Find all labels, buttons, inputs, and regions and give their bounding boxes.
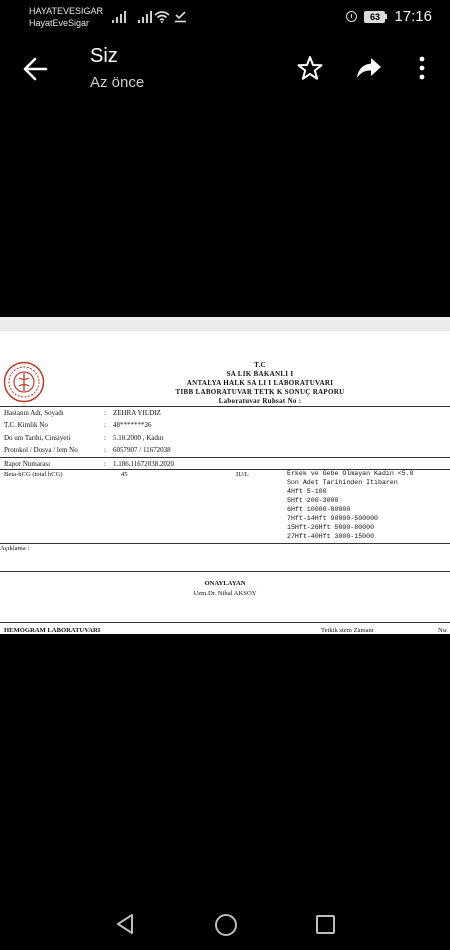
next-section-col1: Tetkik stem Zamanı bbox=[321, 627, 374, 634]
tc-no-value: 48*******26 bbox=[113, 421, 152, 429]
star-icon[interactable] bbox=[297, 55, 323, 81]
download-check-icon bbox=[174, 10, 187, 23]
lab-report-image[interactable]: T.C SA LIK BAKANLI I ANTALYA HALK SA LI I LABORATUVARI TIBB LABORATUVAR TETK K SONUÇ RAPORU Laboratuvar Ruhsat No : Hastanın Adı, Soyadı : ZEHRA YILDIZ T.C. Kimlik No : 48*******26 Do um Tarihi, Cinsiyeti : 5.10.2000 , Kadın Protokol / Dosya / lem No : 6057907 / 11672038 Rapor Numarası : 1.186.11672038.2020 Beta-hCG (total hCG) 45 IU/L Erkek ve Gebe Olmayan Kadın <5.0 Son Adet Tarihinden Itibaren 4Hft 5-100 5Hft 200-3000 6Hft 10000-80000 7Hft-14Hft 90000-500000 15Hft-26Hft 5000-80000 27Hft-40Hft 3000-15000 Açıklama : ONAYLAYAN Uzm.Dr. Nihal AKSOY HEMOGRAM LABORATUVARI Tetkik stem Zamanı Nu bbox=[0, 317, 450, 634]
birth-date-value: 5.10.2000 , Kadın bbox=[113, 434, 164, 442]
header-line-5: Laboratuvar Ruhsat No : bbox=[218, 397, 302, 405]
header-line-4: TIBB LABORATUVAR TETK K SONUÇ RAPORU bbox=[175, 388, 345, 396]
divider bbox=[0, 571, 450, 572]
divider bbox=[0, 543, 450, 544]
nav-recents-icon[interactable] bbox=[316, 915, 335, 934]
aciklama-label: Açıklama : bbox=[0, 545, 30, 552]
ref-line-6: 7Hft-14Hft 90000-500000 bbox=[287, 515, 379, 522]
ref-line-5: 6Hft 10000-80000 bbox=[287, 506, 351, 513]
test-result: 45 bbox=[121, 471, 128, 478]
share-icon[interactable] bbox=[355, 55, 383, 81]
divider bbox=[0, 457, 450, 458]
carrier-name-2: HayatEveSigar bbox=[29, 18, 90, 28]
ref-line-8: 27Hft-40Hft 3000-15000 bbox=[287, 533, 375, 540]
back-arrow-icon[interactable] bbox=[22, 56, 48, 82]
protocol-label: Protokol / Dosya / lem No bbox=[4, 446, 78, 454]
carrier-info bbox=[29, 5, 103, 29]
battery-level: 63 bbox=[364, 11, 385, 23]
approved-by-doctor: Uzm.Dr. Nihal AKSOY bbox=[193, 590, 257, 597]
wifi-icon bbox=[154, 10, 170, 23]
ref-line-2: Son Adet Tarihinden Itibaren bbox=[287, 479, 398, 486]
more-vert-icon[interactable] bbox=[415, 55, 429, 81]
tc-no-label: T.C. Kimlik No bbox=[4, 421, 48, 429]
protocol-value: 6057907 / 11672038 bbox=[113, 446, 171, 454]
chat-subtitle: Az önce bbox=[90, 74, 145, 91]
header-line-3: ANTALYA HALK SA LI I LABORATUVARI bbox=[186, 379, 334, 387]
birth-date-label: Do um Tarihi, Cinsiyeti bbox=[4, 434, 71, 442]
nav-home-icon[interactable] bbox=[215, 914, 237, 936]
next-section-col2: Nu bbox=[438, 627, 447, 634]
chat-title: Siz bbox=[90, 45, 118, 67]
alarm-icon bbox=[346, 11, 357, 22]
status-time: 17:16 bbox=[394, 8, 432, 25]
report-no-value: 1.186.11672038.2020 bbox=[113, 460, 174, 468]
status-bar bbox=[0, 0, 450, 34]
test-unit: IU/L bbox=[236, 471, 249, 478]
document-top-band bbox=[0, 317, 450, 331]
patient-name-value: ZEHRA YILDIZ bbox=[113, 409, 161, 417]
carrier-name-1: HAYATEVESIGAR bbox=[29, 6, 104, 16]
ministry-logo-icon bbox=[3, 361, 45, 403]
ref-line-1: Erkek ve Gebe Olmayan Kadın <5.0 bbox=[287, 470, 414, 477]
header-line-1: T.C bbox=[254, 361, 266, 369]
test-name: Beta-hCG (total hCG) bbox=[4, 471, 63, 478]
battery-icon bbox=[364, 11, 387, 23]
ref-line-4: 5Hft 200-3000 bbox=[287, 497, 339, 504]
header-line-2: SA LIK BAKANLI I bbox=[226, 370, 294, 378]
signal-icon-2 bbox=[138, 11, 152, 23]
patient-name-label: Hastanın Adı, Soyadı bbox=[4, 409, 64, 417]
nav-back-icon[interactable] bbox=[115, 913, 135, 935]
status-right bbox=[346, 8, 432, 25]
divider bbox=[0, 406, 450, 407]
approved-by-title: ONAYLAYAN bbox=[204, 580, 246, 587]
ref-line-7: 15Hft-26Hft 5000-80000 bbox=[287, 524, 375, 531]
next-section-title: HEMOGRAM LABORATUVARI bbox=[4, 627, 101, 634]
ref-line-3: 4Hft 5-100 bbox=[287, 488, 327, 495]
report-no-label: Rapor Numarası bbox=[4, 460, 51, 468]
divider bbox=[0, 622, 450, 623]
signal-icon bbox=[112, 11, 126, 23]
